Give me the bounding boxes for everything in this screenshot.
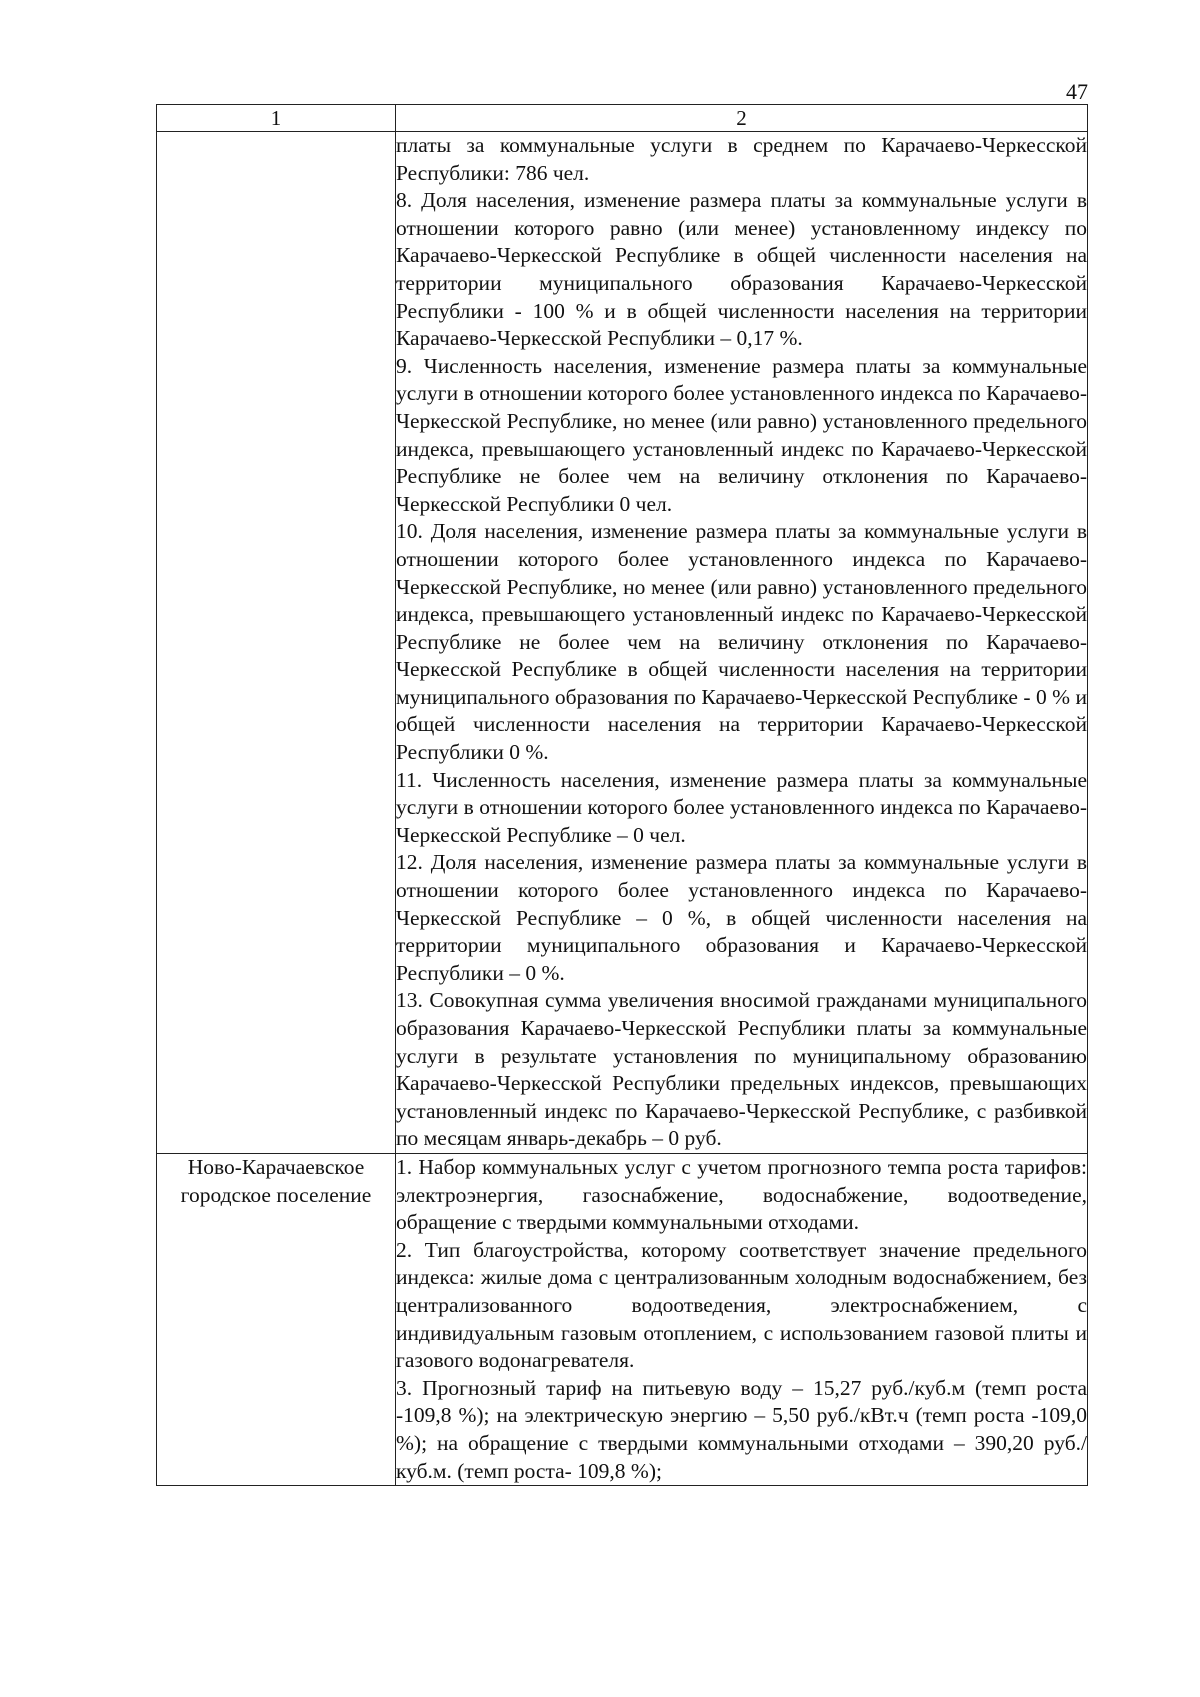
paragraph: 8. Доля населения, изменение размера платы за коммунальные услуги в отношении которого равно (или менее) установленному индексу по Карачаево-Черкесской Республике в общей численности населения на территории муниципального образования Карачаево-Черкесской Республики - 100 % и в общей численности населения на территории Карачаево-Черкесской Республики – 0,17 %. <box>396 188 1087 351</box>
table-row <box>157 1153 1088 1485</box>
table-header-row <box>157 105 1088 132</box>
data-table <box>156 104 1088 1486</box>
paragraph: 1. Набор коммунальных услуг с учетом прогнозного темпа роста тарифов: электроэнергия, газоснабжение, водоснабжение, водоотведение, обращение с твердыми коммунальными отходами. <box>396 1154 1087 1235</box>
municipality-cell <box>157 132 396 1154</box>
paragraph: 13. Совокупная сумма увеличения вносимой гражданами муниципального образования Карачаево-Черкесской Республики платы за коммунальные услуги в результате установления по муниципальному образованию Карачаево-Черкесской Республики предельных индексов, превышающих установленный индекс по Карачаево-Черкесской Республике, с разбивкой по месяцам январь-декабрь – 0 руб. <box>396 988 1087 1151</box>
municipality-cell: Ново-Карачаевское городское поселение <box>157 1153 396 1485</box>
paragraph: 11. Численность населения, изменение размера платы за коммунальные услуги в отношении которого более установленного индекса по Карачаево-Черкесской Республике – 0 чел. <box>396 767 1087 847</box>
paragraph: 9. Численность населения, изменение размера платы за коммунальные услуги в отношении которого более установленного индекса по Карачаево-Черкесской Республике, но менее (или равно) установленного предельного индекса, превышающего установленный индекс по Карачаево-Черкесской Республике не более чем на величину отклонения по Карачаево-Черкесской Республики 0 чел. <box>396 353 1087 516</box>
paragraph: 3. Прогнозный тариф на питьевую воду – 15,27 руб./куб.м (темп роста -109,8 %); на электрическую энергию – 5,50 руб./кВт.ч (темп роста -109,0 %); на обращение с твердыми коммунальными отходами – 390,20 руб./куб.м. (темп роста- 109,8 %); <box>396 1375 1087 1483</box>
description-cell <box>396 132 1088 1154</box>
description-cell <box>396 1153 1088 1485</box>
page-number: 47 <box>1066 79 1088 104</box>
paragraph: 10. Доля населения, изменение размера платы за коммунальные услуги в отношении которого более установленного индекса по Карачаево-Черкесской Республике, но менее (или равно) установленного предельного индекса, превышающего установленный индекс по Карачаево-Черкесской Республике не более чем на величину отклонения по Карачаево-Черкесской Республике в общей численности населения на территории муниципального образования по Карачаево-Черкесской Республике - 0 % и общей численности населения на территории Карачаево-Черкесской Республики 0 %. <box>396 519 1087 765</box>
paragraph: 2. Тип благоустройства, которому соответствует значение предельного индекса: жилые дома с централизованным холодным водоснабжением, без централизованного водоотведения, электроснабжением, с индивидуальным газовым отоплением, с использованием газовой плиты и газового водонагревателя. <box>396 1237 1087 1373</box>
table-row <box>157 132 1088 1154</box>
paragraph: платы за коммунальные услуги в среднем по Карачаево-Черкесской Республики: 786 чел. <box>396 133 1087 185</box>
paragraph: 12. Доля населения, изменение размера платы за коммунальные услуги в отношении которого более установленного индекса по Карачаево-Черкесской Республике – 0 %, в общей численности населения на территории муниципального образования и Карачаево-Черкесской Республики – 0 %. <box>396 850 1087 985</box>
column-header-1: 1 <box>157 105 396 132</box>
column-header-2: 2 <box>396 105 1088 132</box>
